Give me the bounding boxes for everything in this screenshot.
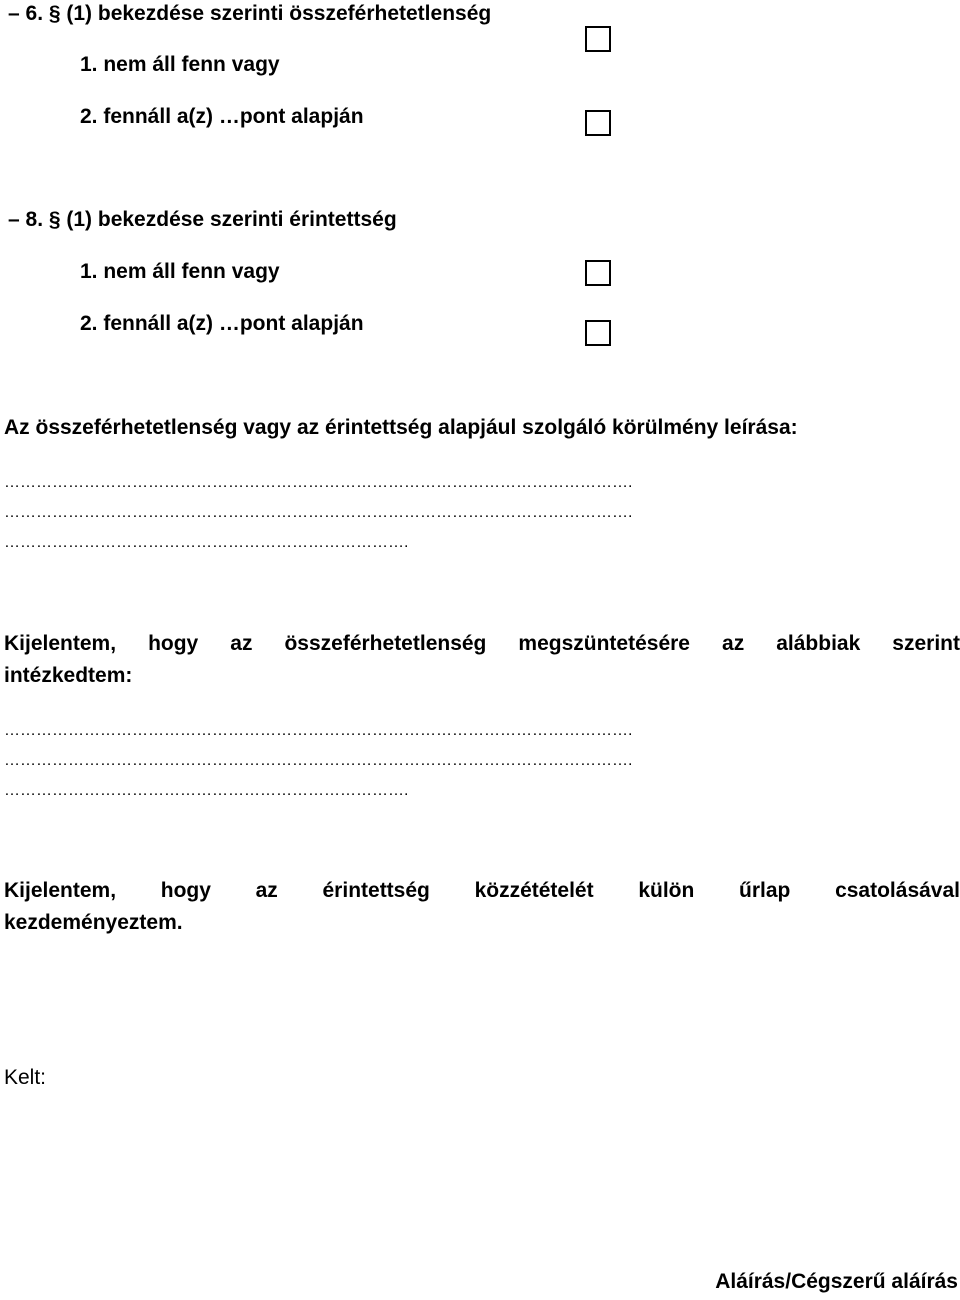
signature-label: Aláírás/Cégszerű aláírás xyxy=(715,1270,958,1293)
section-6-option-1-label: 1. nem áll fenn vagy xyxy=(80,53,280,76)
section-6-option-1-checkbox[interactable] xyxy=(585,26,611,52)
declaration-incompatibility-text xyxy=(4,628,960,692)
section-6-option-2-label: 2. fennáll a(z) …pont alapján xyxy=(80,105,364,128)
description-dotted-line-3[interactable]: …………………………………………………………………. xyxy=(4,534,409,551)
declaration-publication-line-1: Kijelentem, hogy az érintettség közzétételét külön űrlap csatolásával xyxy=(4,879,960,902)
declaration-dotted-line-2[interactable]: ………………………………………………………………………………………………………. xyxy=(4,752,633,769)
section-8-option-2-label: 2. fennáll a(z) …pont alapján xyxy=(80,312,364,335)
declaration-dotted-line-3[interactable]: …………………………………………………………………. xyxy=(4,782,409,799)
section-8-heading: – 8. § (1) bekezdése szerinti érintettség xyxy=(8,208,397,231)
description-dotted-line-2[interactable]: ………………………………………………………………………………………………………. xyxy=(4,504,633,521)
declaration-incompatibility-line-2: intézkedtem: xyxy=(4,664,133,687)
section-8-option-2-checkbox[interactable] xyxy=(585,320,611,346)
section-6-heading: – 6. § (1) bekezdése szerinti összeférhetetlenség xyxy=(8,2,492,25)
declaration-incompatibility-line-1: Kijelentem, hogy az összeférhetetlenség megszüntetésére az alábbiak szerint xyxy=(4,632,960,655)
section-8-option-1-checkbox[interactable] xyxy=(585,260,611,286)
declaration-publication-text xyxy=(4,875,960,939)
date-label: Kelt: xyxy=(4,1066,47,1089)
description-dotted-line-1[interactable]: ………………………………………………………………………………………………………. xyxy=(4,474,633,491)
declaration-dotted-line-1[interactable]: ………………………………………………………………………………………………………. xyxy=(4,722,633,739)
section-8-option-1-label: 1. nem áll fenn vagy xyxy=(80,260,280,283)
description-label: Az összeférhetetlenség vagy az érintettség alapjául szolgáló körülmény leírása: xyxy=(4,416,798,439)
declaration-publication-line-2: kezdeményeztem. xyxy=(4,911,183,934)
section-6-option-2-checkbox[interactable] xyxy=(585,110,611,136)
